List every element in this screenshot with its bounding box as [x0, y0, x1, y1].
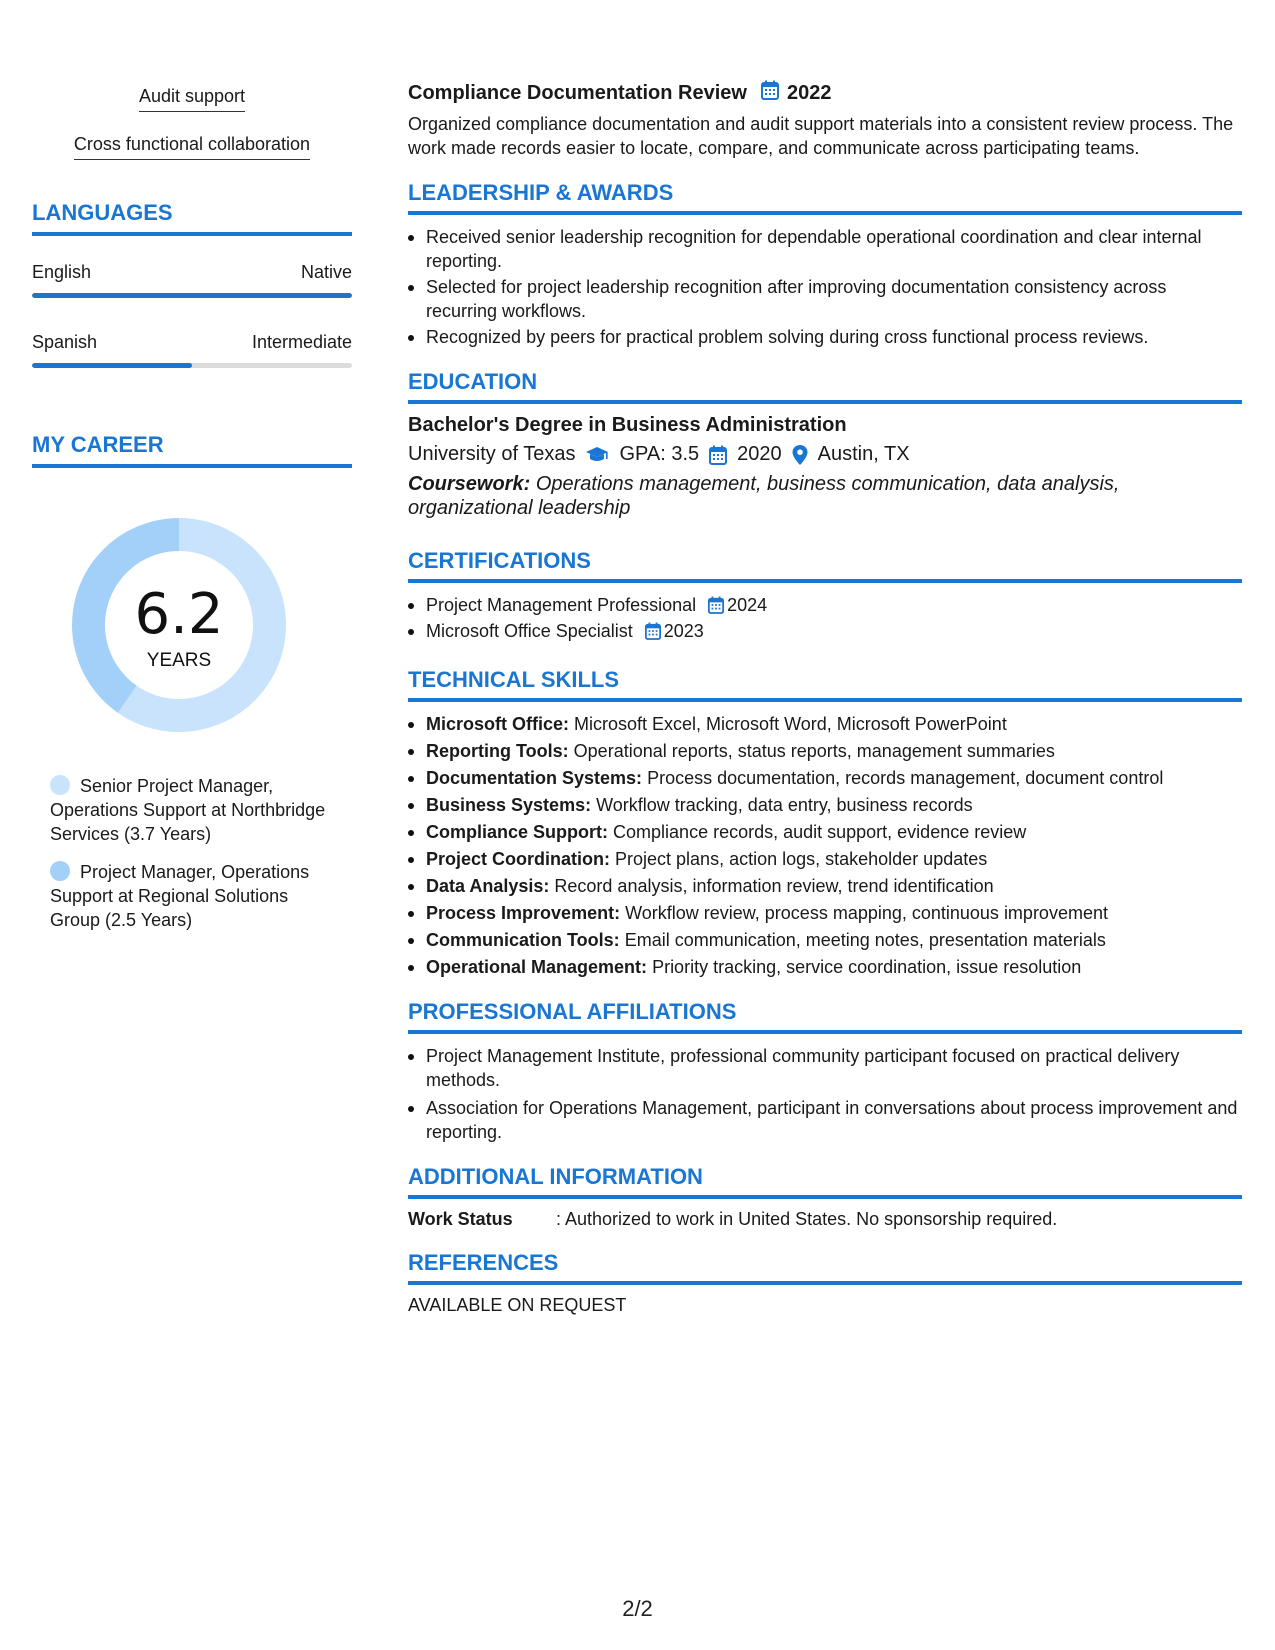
skill-value: Operational reports, status reports, management summaries	[573, 741, 1055, 761]
skill-label: Operational Management:	[426, 957, 648, 977]
leadership-heading: LEADERSHIP & AWARDS	[408, 180, 1242, 215]
certification-year: 2023	[663, 621, 704, 641]
education-entry	[408, 414, 1242, 520]
list-item: Recognized by peers for practical problem solving during cross functional process reviews.	[408, 325, 1242, 349]
list-item	[408, 766, 1242, 790]
left-column	[32, 86, 352, 946]
certification-name: Project Management Professional	[426, 595, 697, 615]
language-english	[32, 262, 352, 298]
education-location: Austin, TX	[817, 443, 910, 465]
education-degree: Bachelor's Degree in Business Administration	[408, 414, 847, 436]
coursework-label: Coursework:	[408, 473, 531, 495]
graduation-cap-icon	[585, 446, 609, 464]
skill-value: Compliance records, audit support, evidence review	[613, 822, 1027, 842]
work-status-label: Work Status	[408, 1209, 513, 1229]
references-heading: REFERENCES	[408, 1250, 1242, 1285]
career-donut-chart	[64, 510, 294, 740]
list-item: Received senior leadership recognition for dependable operational coordination and clear internal reporting.	[408, 225, 1242, 273]
list-item	[408, 928, 1242, 952]
career-total-unit: YEARS	[146, 650, 212, 671]
list-item	[408, 955, 1242, 979]
skill-value: Email communication, meeting notes, presentation materials	[624, 930, 1106, 950]
skill-value: Record analysis, information review, trend identification	[554, 876, 994, 896]
languages-heading: LANGUAGES	[32, 200, 352, 236]
skill-label: Data Analysis:	[426, 876, 550, 896]
references-text: AVAILABLE ON REQUEST	[408, 1295, 627, 1315]
page-number: 2/2	[622, 1596, 653, 1621]
certifications-heading: CERTIFICATIONS	[408, 548, 1242, 583]
list-item	[408, 793, 1242, 817]
career-legend-item: Senior Project Manager, Operations Support at Northbridge Services (3.7 Years)	[50, 776, 326, 844]
language-level: Native	[300, 262, 352, 282]
skill-label: Business Systems:	[426, 795, 592, 815]
leadership-list	[408, 225, 1242, 349]
work-status-row	[408, 1209, 1242, 1230]
skill-value: Process documentation, records management, document control	[647, 768, 1164, 788]
calendar-icon	[645, 622, 661, 640]
list-item: Project Management Institute, professional community participant focused on practical delivery methods.	[408, 1044, 1242, 1092]
certifications-list	[408, 593, 1242, 643]
list-item	[408, 593, 1242, 617]
technical-skills-heading: TECHNICAL SKILLS	[408, 667, 1242, 702]
career-total-years: 6.2	[134, 582, 224, 647]
calendar-icon	[708, 596, 724, 614]
skill-value: Priority tracking, service coordination, issue resolution	[652, 957, 1082, 977]
skill-label: Process Improvement:	[426, 903, 621, 923]
list-item	[408, 874, 1242, 898]
language-proficiency-bar	[32, 363, 352, 368]
list-item	[408, 739, 1242, 763]
legend-dot-icon	[50, 775, 70, 795]
calendar-icon	[761, 80, 779, 106]
list-item: Association for Operations Management, participant in conversations about process improvement and reporting.	[408, 1096, 1242, 1144]
skill-tag: Cross functional collaboration	[32, 134, 352, 160]
skill-tag: Audit support	[32, 86, 352, 112]
list-item	[408, 619, 1242, 643]
language-name: English	[32, 262, 92, 282]
language-proficiency-fill	[32, 293, 352, 298]
list-item: Selected for project leadership recognition after improving documentation consistency across recurring workflows.	[408, 275, 1242, 323]
map-pin-icon	[792, 445, 808, 465]
list-item	[408, 820, 1242, 844]
list-item	[408, 712, 1242, 736]
skill-value: Project plans, action logs, stakeholder updates	[615, 849, 988, 869]
certification-year: 2024	[727, 595, 768, 615]
career-heading: MY CAREER	[32, 432, 352, 468]
list-item	[408, 901, 1242, 925]
career-legend	[32, 774, 352, 932]
education-year: 2020	[737, 443, 782, 465]
skill-label: Communication Tools:	[426, 930, 620, 950]
skill-value: Workflow review, process mapping, continuous improvement	[625, 903, 1108, 923]
project-title: Compliance Documentation Review	[408, 81, 747, 104]
calendar-icon	[709, 445, 727, 465]
certification-name: Microsoft Office Specialist	[426, 621, 633, 641]
work-status-value: : Authorized to work in United States. No sponsorship required.	[556, 1209, 1058, 1229]
career-legend-item: Project Manager, Operations Support at Regional Solutions Group (2.5 Years)	[50, 862, 310, 930]
education-school: University of Texas	[408, 443, 576, 465]
education-coursework	[408, 472, 1242, 520]
education-heading: EDUCATION	[408, 369, 1242, 404]
skill-label: Reporting Tools:	[426, 741, 569, 761]
additional-info-heading: ADDITIONAL INFORMATION	[408, 1164, 1242, 1199]
skill-label: Microsoft Office:	[426, 714, 570, 734]
legend-dot-icon	[50, 861, 70, 881]
language-proficiency-bar	[32, 293, 352, 298]
coursework-text: Operations management, business communication, data analysis, organizational leadership	[408, 473, 1120, 519]
project-year: 2022	[786, 81, 832, 104]
language-level: Intermediate	[251, 332, 352, 352]
language-spanish	[32, 332, 352, 368]
list-item	[408, 847, 1242, 871]
affiliations-heading: PROFESSIONAL AFFILIATIONS	[408, 999, 1242, 1034]
skill-label: Project Coordination:	[426, 849, 610, 869]
right-column	[408, 80, 1242, 1316]
project-description: Organized compliance documentation and audit support materials into a consistent review process. The work made records easier to locate, compare, and communicate across participating teams.	[408, 114, 1234, 158]
skill-label: Compliance Support:	[426, 822, 609, 842]
language-name: Spanish	[32, 332, 98, 352]
education-gpa: GPA: 3.5	[619, 443, 700, 465]
skill-value: Workflow tracking, data entry, business records	[596, 795, 973, 815]
skill-value: Microsoft Excel, Microsoft Word, Microsoft PowerPoint	[574, 714, 1007, 734]
project-entry	[408, 80, 1242, 160]
technical-skills-list	[408, 712, 1242, 979]
affiliations-list	[408, 1044, 1242, 1144]
language-proficiency-fill	[32, 363, 192, 368]
skill-label: Documentation Systems:	[426, 768, 643, 788]
